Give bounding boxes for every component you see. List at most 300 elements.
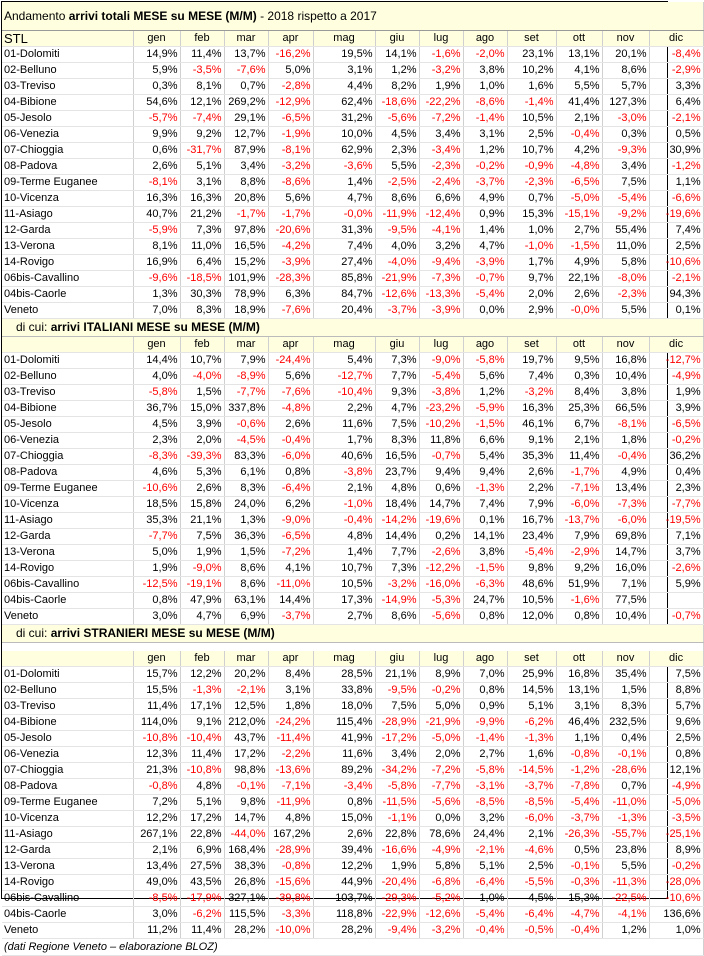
title-prefix: Andamento xyxy=(4,8,69,23)
value-cell: -2,9% xyxy=(649,63,703,79)
value-cell: 7,4% xyxy=(649,223,703,239)
value-cell: 9,1% xyxy=(180,715,224,731)
table-row xyxy=(2,497,703,513)
value-cell: 3,4% xyxy=(375,747,419,763)
row-label: 02-Belluno xyxy=(2,683,133,699)
table-row xyxy=(2,811,703,827)
value-cell: -24,2% xyxy=(268,715,313,731)
value-cell: -5,6% xyxy=(419,795,463,811)
value-cell: 27,5% xyxy=(180,859,224,875)
value-cell: 1,3% xyxy=(133,287,180,303)
month-header: ott xyxy=(556,31,602,47)
value-cell: 22,8% xyxy=(375,827,419,843)
month-header: apr xyxy=(268,31,313,47)
value-cell: 43,5% xyxy=(180,875,224,891)
value-cell: -7,7% xyxy=(419,779,463,795)
value-cell: 7,7% xyxy=(375,545,419,561)
value-cell: -5,8% xyxy=(463,763,507,779)
row-label: 02-Belluno xyxy=(2,369,133,385)
value-cell: 10,5% xyxy=(507,111,556,127)
value-cell: -2,5% xyxy=(375,175,419,191)
value-cell: 3,4% xyxy=(419,127,463,143)
month-header: dic xyxy=(649,651,703,667)
value-cell: -7,6% xyxy=(268,303,313,319)
value-cell: 16,8% xyxy=(556,667,602,683)
value-cell: -5,4% xyxy=(463,907,507,923)
value-cell: -3,8% xyxy=(313,465,375,481)
value-cell: -0,4% xyxy=(463,923,507,939)
value-cell: 14,7% xyxy=(224,811,268,827)
value-cell: -28,0% xyxy=(649,875,703,891)
value-cell: 2,3% xyxy=(649,481,703,497)
value-cell: -5,4% xyxy=(556,795,602,811)
value-cell: -4,6% xyxy=(507,843,556,859)
value-cell: -8,4% xyxy=(649,47,703,63)
value-cell: 1,5% xyxy=(602,683,649,699)
table-row xyxy=(2,385,703,401)
footer-row xyxy=(2,939,703,956)
value-cell: 5,1% xyxy=(463,859,507,875)
value-cell: 3,0% xyxy=(133,907,180,923)
value-cell: -4,9% xyxy=(649,369,703,385)
value-cell: -5,5% xyxy=(507,875,556,891)
value-cell: -12,2% xyxy=(419,561,463,577)
row-label: 14-Rovigo xyxy=(2,875,133,891)
row-label: 10-Vicenza xyxy=(2,811,133,827)
value-cell: 6,9% xyxy=(224,609,268,625)
month-header: ott xyxy=(556,651,602,667)
table-row xyxy=(2,353,703,369)
value-cell: 5,5% xyxy=(602,303,649,319)
value-cell: 114,0% xyxy=(133,715,180,731)
value-cell: 12,2% xyxy=(313,859,375,875)
value-cell: -1,6% xyxy=(419,47,463,63)
value-cell: -16,6% xyxy=(375,843,419,859)
value-cell: -5,4% xyxy=(602,191,649,207)
value-cell: -8,1% xyxy=(133,175,180,191)
month-header: dic xyxy=(649,31,703,47)
value-cell: -5,3% xyxy=(419,593,463,609)
value-cell: 1,5% xyxy=(180,385,224,401)
value-cell: 97,8% xyxy=(224,223,268,239)
value-cell: 4,6% xyxy=(133,465,180,481)
value-cell: 6,4% xyxy=(649,95,703,111)
value-cell: 17,2% xyxy=(224,747,268,763)
value-cell: 7,1% xyxy=(649,529,703,545)
value-cell: -7,6% xyxy=(224,63,268,79)
table-row xyxy=(2,667,703,683)
value-cell: -21,9% xyxy=(375,271,419,287)
value-cell: -8,0% xyxy=(602,271,649,287)
table-row xyxy=(2,795,703,811)
value-cell: -3,3% xyxy=(268,907,313,923)
value-cell: 36,2% xyxy=(649,449,703,465)
value-cell: -6,0% xyxy=(556,497,602,513)
value-cell: 1,4% xyxy=(313,175,375,191)
data-table xyxy=(2,2,704,956)
table-row xyxy=(2,731,703,747)
value-cell: -7,7% xyxy=(133,529,180,545)
value-cell: 2,5% xyxy=(507,859,556,875)
value-cell: 136,6% xyxy=(649,907,703,923)
value-cell: 0,7% xyxy=(224,79,268,95)
value-cell: -8,6% xyxy=(268,175,313,191)
value-cell: 49,0% xyxy=(133,875,180,891)
value-cell: -1,7% xyxy=(268,207,313,223)
value-cell: 2,2% xyxy=(313,401,375,417)
value-cell: -1,3% xyxy=(463,481,507,497)
value-cell: 7,5% xyxy=(180,529,224,545)
value-cell: 3,1% xyxy=(180,175,224,191)
row-label: Veneto xyxy=(2,303,133,319)
value-cell: -1,0% xyxy=(507,239,556,255)
value-cell: 4,8% xyxy=(375,481,419,497)
value-cell: 10,4% xyxy=(602,369,649,385)
value-cell: 3,1% xyxy=(313,63,375,79)
value-cell: -15,6% xyxy=(268,875,313,891)
value-cell: 7,1% xyxy=(602,577,649,593)
table-row xyxy=(2,433,703,449)
value-cell: -28,9% xyxy=(375,715,419,731)
value-cell: -18,6% xyxy=(375,95,419,111)
value-cell: 3,9% xyxy=(649,401,703,417)
value-cell: -3,2% xyxy=(268,159,313,175)
value-cell: -9,0% xyxy=(419,353,463,369)
value-cell: 13,1% xyxy=(556,47,602,63)
value-cell: 0,7% xyxy=(602,779,649,795)
value-cell: 13,4% xyxy=(602,481,649,497)
value-cell: 2,6% xyxy=(556,287,602,303)
value-cell: 1,9% xyxy=(133,561,180,577)
value-cell: 40,6% xyxy=(313,449,375,465)
value-cell: 1,9% xyxy=(649,385,703,401)
value-cell: -17,9% xyxy=(180,891,224,907)
value-cell: 4,9% xyxy=(463,191,507,207)
value-cell: 7,9% xyxy=(507,497,556,513)
row-label: 09-Terme Euganee xyxy=(2,175,133,191)
value-cell: 8,9% xyxy=(419,667,463,683)
value-cell: 5,1% xyxy=(507,699,556,715)
value-cell: -1,2% xyxy=(649,159,703,175)
source-note: (dati Regione Veneto – elaborazione BLOZ) xyxy=(2,939,703,956)
value-cell: 2,7% xyxy=(313,609,375,625)
value-cell: -19,5% xyxy=(649,513,703,529)
value-cell: 4,7% xyxy=(313,191,375,207)
value-cell: 16,5% xyxy=(224,239,268,255)
value-cell: 1,0% xyxy=(649,923,703,939)
month-header: lug xyxy=(419,337,463,353)
value-cell: 3,2% xyxy=(463,811,507,827)
table-row xyxy=(2,561,703,577)
value-cell: -10,2% xyxy=(419,417,463,433)
value-cell: -4,2% xyxy=(268,239,313,255)
table-row xyxy=(2,79,703,95)
value-cell: 54,6% xyxy=(133,95,180,111)
value-cell: 3,2% xyxy=(419,239,463,255)
month-header: ott xyxy=(556,337,602,353)
value-cell: 33,8% xyxy=(313,683,375,699)
row-label: 01-Dolomiti xyxy=(2,353,133,369)
value-cell: 8,3% xyxy=(224,481,268,497)
month-header: mag xyxy=(313,31,375,47)
row-label: 09-Terme Euganee xyxy=(2,481,133,497)
value-cell: -1,0% xyxy=(313,497,375,513)
month-header: lug xyxy=(419,31,463,47)
table-row xyxy=(2,239,703,255)
value-cell: 21,2% xyxy=(180,207,224,223)
value-cell: 22,8% xyxy=(180,827,224,843)
value-cell: -6,2% xyxy=(180,907,224,923)
value-cell: -12,7% xyxy=(313,369,375,385)
row-label: 12-Garda xyxy=(2,843,133,859)
table-row xyxy=(2,923,703,939)
table-row xyxy=(2,545,703,561)
value-cell: 337,8% xyxy=(224,401,268,417)
value-cell: -3,9% xyxy=(463,255,507,271)
value-cell: 0,6% xyxy=(133,143,180,159)
value-cell: 2,2% xyxy=(507,481,556,497)
value-cell: 22,1% xyxy=(556,271,602,287)
value-cell: 1,1% xyxy=(649,175,703,191)
value-cell: 0,8% xyxy=(133,593,180,609)
value-cell: 5,0% xyxy=(419,699,463,715)
value-cell: 7,5% xyxy=(602,175,649,191)
value-cell: 11,6% xyxy=(313,747,375,763)
section-heading xyxy=(2,319,703,337)
section-heading-prefix: di cui: xyxy=(16,320,51,334)
value-cell: 6,6% xyxy=(463,433,507,449)
table-row xyxy=(2,255,703,271)
value-cell: -12,5% xyxy=(133,577,180,593)
value-cell: 9,2% xyxy=(556,561,602,577)
row-label: Veneto xyxy=(2,609,133,625)
value-cell: 6,2% xyxy=(268,497,313,513)
value-cell: 9,8% xyxy=(224,795,268,811)
value-cell: 77,5% xyxy=(602,593,649,609)
row-label: 03-Treviso xyxy=(2,385,133,401)
value-cell: 4,5% xyxy=(375,127,419,143)
value-cell: -1,2% xyxy=(556,763,602,779)
value-cell: -5,9% xyxy=(133,223,180,239)
table-row xyxy=(2,529,703,545)
value-cell: 16,5% xyxy=(375,449,419,465)
value-cell: 4,9% xyxy=(602,465,649,481)
value-cell: -1,4% xyxy=(463,111,507,127)
value-cell: 17,2% xyxy=(180,811,224,827)
section-heading-prefix: di cui: xyxy=(16,626,51,640)
value-cell: -2,9% xyxy=(556,545,602,561)
row-label: 12-Garda xyxy=(2,223,133,239)
table-row xyxy=(2,175,703,191)
value-cell: 5,3% xyxy=(180,465,224,481)
value-cell: -6,4% xyxy=(507,907,556,923)
value-cell: 15,7% xyxy=(133,667,180,683)
value-cell: -4,8% xyxy=(556,159,602,175)
value-cell: -0,1% xyxy=(556,859,602,875)
value-cell: -7,1% xyxy=(268,779,313,795)
value-cell: 55,4% xyxy=(602,223,649,239)
row-label: 01-Dolomiti xyxy=(2,667,133,683)
value-cell: -0,4% xyxy=(556,127,602,143)
value-cell: -3,6% xyxy=(313,159,375,175)
value-cell: 4,0% xyxy=(375,239,419,255)
month-header: feb xyxy=(180,651,224,667)
value-cell: 2,0% xyxy=(507,287,556,303)
value-cell: 267,1% xyxy=(133,827,180,843)
value-cell: 39,4% xyxy=(313,843,375,859)
value-cell: -13,7% xyxy=(556,513,602,529)
month-header: mag xyxy=(313,337,375,353)
value-cell: -6,4% xyxy=(268,481,313,497)
value-cell: -3,4% xyxy=(313,779,375,795)
row-label: 05-Jesolo xyxy=(2,731,133,747)
value-cell: -25,1% xyxy=(649,827,703,843)
value-cell: -2,2% xyxy=(268,747,313,763)
value-cell: 11,0% xyxy=(180,239,224,255)
value-cell: 0,2% xyxy=(419,529,463,545)
value-cell: 30,9% xyxy=(649,143,703,159)
value-cell: 167,2% xyxy=(268,827,313,843)
value-cell: 5,7% xyxy=(602,79,649,95)
month-header: giu xyxy=(375,31,419,47)
value-cell: 4,8% xyxy=(180,779,224,795)
row-label: 11-Asiago xyxy=(2,513,133,529)
row-label: 07-Chioggia xyxy=(2,449,133,465)
value-cell: -3,9% xyxy=(419,303,463,319)
value-cell: 19,5% xyxy=(313,47,375,63)
month-header: mar xyxy=(224,337,268,353)
value-cell: -22,2% xyxy=(419,95,463,111)
value-cell: 15,3% xyxy=(507,207,556,223)
value-cell: -7,2% xyxy=(268,545,313,561)
value-cell: -3,5% xyxy=(180,63,224,79)
value-cell: -6,4% xyxy=(463,875,507,891)
table-row xyxy=(2,683,703,699)
row-label: 03-Treviso xyxy=(2,79,133,95)
value-cell: 36,3% xyxy=(224,529,268,545)
value-cell: 2,5% xyxy=(507,127,556,143)
value-cell: 9,6% xyxy=(649,715,703,731)
value-cell: -8,6% xyxy=(463,95,507,111)
value-cell: -0,5% xyxy=(507,923,556,939)
table-row xyxy=(2,875,703,891)
value-cell: 0,9% xyxy=(463,207,507,223)
month-header: ago xyxy=(463,651,507,667)
value-cell: 36,7% xyxy=(133,401,180,417)
value-cell: -3,7% xyxy=(556,811,602,827)
row-label: 06-Venezia xyxy=(2,127,133,143)
value-cell: -1,3% xyxy=(180,683,224,699)
value-cell: -12,4% xyxy=(419,207,463,223)
value-cell: -0,6% xyxy=(224,417,268,433)
value-cell: 8,4% xyxy=(556,385,602,401)
row-label: 02-Belluno xyxy=(2,63,133,79)
section-heading-bold: arrivi ITALIANI MESE su MESE (M/M) xyxy=(50,320,260,334)
value-cell: -0,1% xyxy=(224,779,268,795)
value-cell: 20,1% xyxy=(602,47,649,63)
value-cell: -0,2% xyxy=(463,159,507,175)
value-cell: 4,4% xyxy=(313,79,375,95)
value-cell: 1,6% xyxy=(507,747,556,763)
value-cell: -3,2% xyxy=(419,63,463,79)
value-cell: -8,1% xyxy=(268,143,313,159)
value-cell: 8,9% xyxy=(649,843,703,859)
value-cell: -2,1% xyxy=(649,111,703,127)
table-row xyxy=(2,449,703,465)
table-row xyxy=(2,401,703,417)
value-cell: 78,9% xyxy=(224,287,268,303)
value-cell: 0,5% xyxy=(649,127,703,143)
value-cell: 8,6% xyxy=(224,577,268,593)
row-label: 08-Padova xyxy=(2,779,133,795)
value-cell: 24,7% xyxy=(463,593,507,609)
value-cell: 0,5% xyxy=(556,843,602,859)
value-cell: -4,1% xyxy=(602,907,649,923)
value-cell: 18,9% xyxy=(224,303,268,319)
value-cell: -39,3% xyxy=(180,449,224,465)
value-cell: 5,4% xyxy=(313,353,375,369)
value-cell: 8,2% xyxy=(375,79,419,95)
value-cell: 47,9% xyxy=(180,593,224,609)
value-cell: -10,8% xyxy=(133,731,180,747)
table-row xyxy=(2,763,703,779)
value-cell: -4,8% xyxy=(268,401,313,417)
value-cell: -9,5% xyxy=(375,223,419,239)
value-cell: -3,4% xyxy=(419,143,463,159)
value-cell: 18,4% xyxy=(375,497,419,513)
value-cell: 25,3% xyxy=(556,401,602,417)
value-cell: 9,4% xyxy=(463,465,507,481)
value-cell: 16,8% xyxy=(602,353,649,369)
value-cell: 4,7% xyxy=(463,239,507,255)
value-cell: 15,5% xyxy=(133,683,180,699)
value-cell: -4,9% xyxy=(649,779,703,795)
value-cell: -1,5% xyxy=(556,239,602,255)
value-cell: 0,8% xyxy=(313,795,375,811)
value-cell: 78,6% xyxy=(419,827,463,843)
month-header: gen xyxy=(133,31,180,47)
value-cell: 26,8% xyxy=(224,875,268,891)
value-cell: -9,0% xyxy=(268,513,313,529)
value-cell: 23,7% xyxy=(375,465,419,481)
value-cell: 8,3% xyxy=(375,433,419,449)
value-cell: -0,0% xyxy=(313,207,375,223)
value-cell: 16,9% xyxy=(133,255,180,271)
value-cell: 5,8% xyxy=(419,859,463,875)
value-cell: 1,2% xyxy=(375,63,419,79)
month-header: feb xyxy=(180,31,224,47)
value-cell: 118,8% xyxy=(313,907,375,923)
value-cell: 7,7% xyxy=(375,369,419,385)
value-cell: 6,9% xyxy=(180,843,224,859)
value-cell: 1,7% xyxy=(507,255,556,271)
value-cell: 89,2% xyxy=(313,763,375,779)
table-row xyxy=(2,577,703,593)
value-cell: -2,4% xyxy=(419,175,463,191)
value-cell: 85,8% xyxy=(313,271,375,287)
value-cell: -0,2% xyxy=(649,859,703,875)
value-cell: 11,6% xyxy=(313,417,375,433)
header-blank xyxy=(2,651,133,667)
value-cell: 1,4% xyxy=(463,223,507,239)
value-cell: 69,8% xyxy=(602,529,649,545)
value-cell: 10,7% xyxy=(313,561,375,577)
value-cell: 5,1% xyxy=(180,795,224,811)
row-label: 07-Chioggia xyxy=(2,763,133,779)
table-row xyxy=(2,699,703,715)
month-header-row xyxy=(2,337,703,353)
value-cell: -3,2% xyxy=(507,385,556,401)
